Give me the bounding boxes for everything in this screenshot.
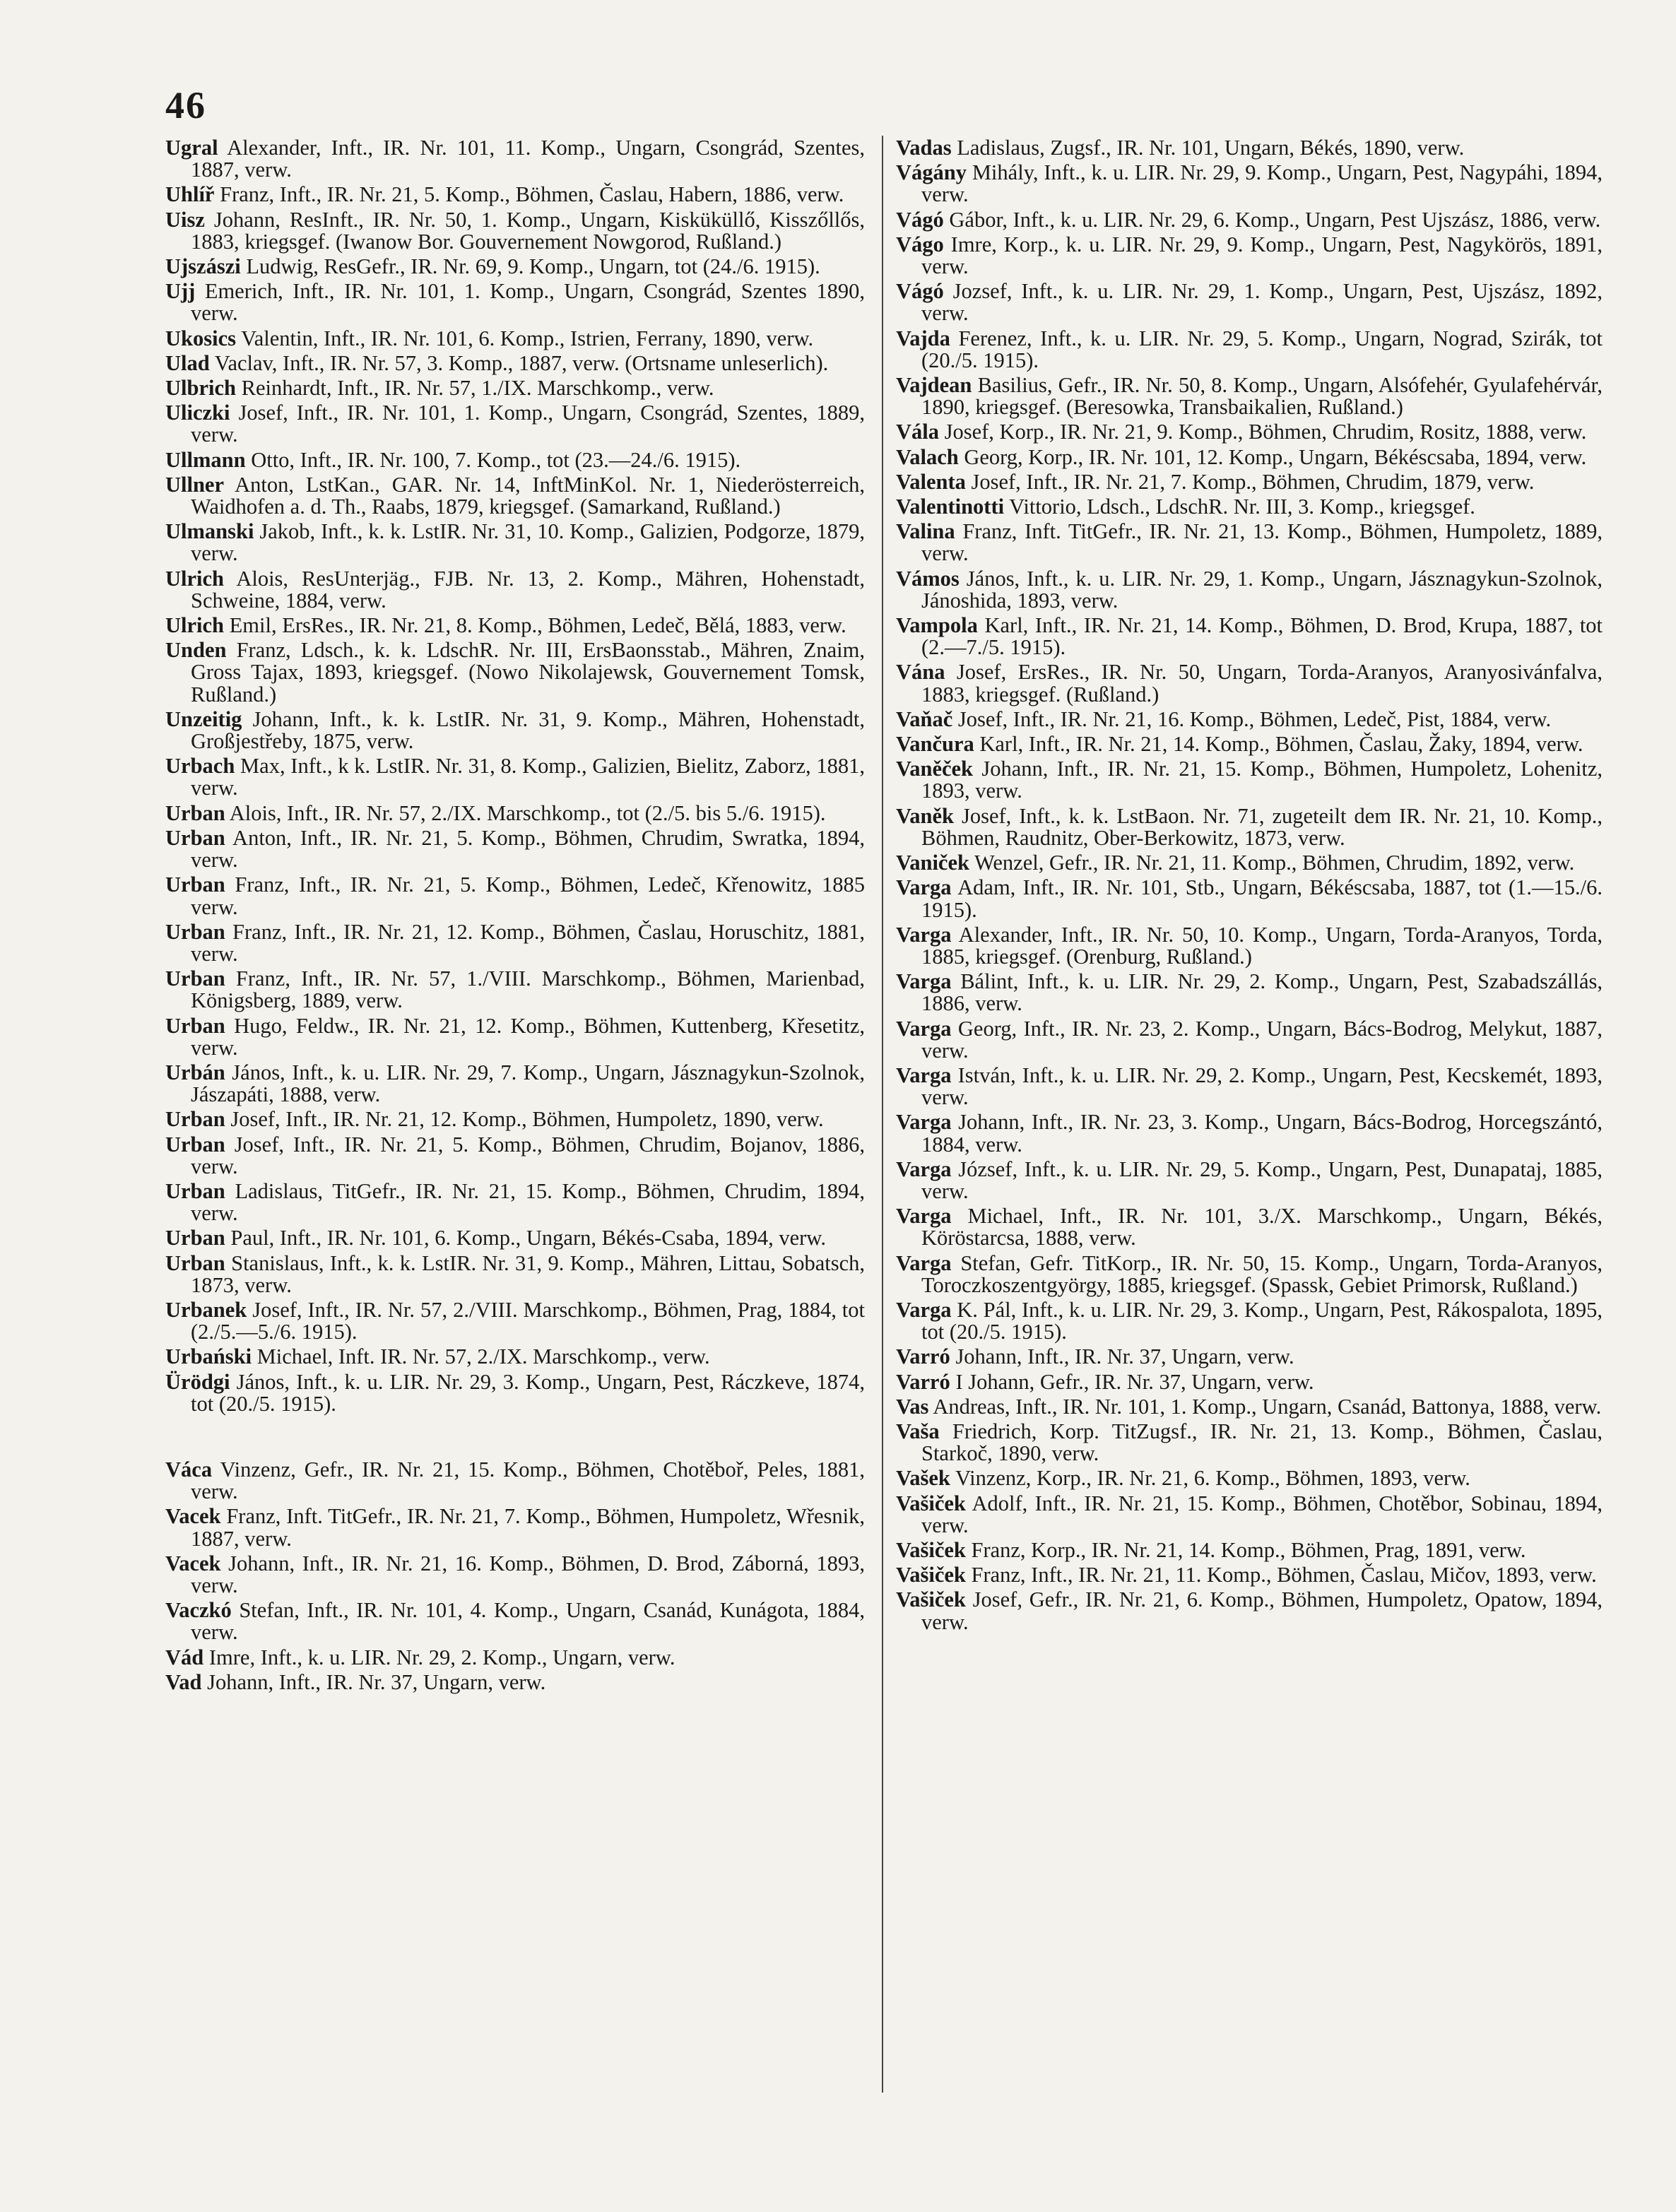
entry-details: Josef, Inft., IR. Nr. 21, 5. Komp., Böhmen, Chrudim, Bojanov, 1886, verw.	[191, 1132, 865, 1178]
casualty-entry	[896, 1250, 1603, 1297]
casualty-entry	[896, 280, 1603, 324]
casualty-entry	[165, 1062, 865, 1106]
entry-details: János, Inft., k. u. LIR. Nr. 29, 3. Komp., Ungarn, Pest, Ráczkeve, 1874, tot (20./5. 1915).	[191, 1369, 865, 1416]
casualty-entry	[165, 521, 865, 564]
entry-details: Reinhardt, Inft., IR. Nr. 57, 1./IX. Marschkomp., verw.	[241, 376, 714, 401]
entry-details: Josef, Gefr., IR. Nr. 21, 6. Komp., Böhmen, Humpoletz, Opatow, 1894, verw.	[921, 1587, 1603, 1634]
entry-surname: Ujj	[165, 279, 196, 304]
casualty-entry	[165, 1108, 865, 1130]
entry-details: Emerich, Inft., IR. Nr. 101, 1. Komp., Ungarn, Csongrád, Szentes 1890, verw.	[191, 279, 866, 326]
entry-details: Andreas, Inft., IR. Nr. 101, 1. Komp., Ungarn, Csanád, Battonya, 1888, verw.	[933, 1394, 1602, 1419]
entry-details: Adolf, Inft., IR. Nr. 21, 15. Komp., Böhmen, Chotěbor, Sobinau, 1894, verw.	[921, 1491, 1603, 1537]
entry-details: Gábor, Inft., k. u. LIR. Nr. 29, 6. Komp., Ungarn, Pest Ujszász, 1886, verw.	[949, 207, 1601, 232]
casualty-entry	[896, 1539, 1603, 1561]
section-gap	[165, 1418, 865, 1459]
casualty-entry	[896, 162, 1603, 206]
entry-details: Anton, LstKan., GAR. Nr. 14, InftMinKol. Nr. 1, Niederösterreich, Waidhofen a. d. Th., Raabs, 1879, kriegsgef. (Samarkand, Rußland.)	[191, 472, 865, 519]
casualty-entry	[165, 827, 865, 871]
entry-surname: Varga	[896, 969, 952, 994]
entry-details: Karl, Inft., IR. Nr. 21, 14. Komp., Böhmen, Časlau, Žaky, 1894, verw.	[979, 732, 1583, 757]
entry-details: János, Inft., k. u. LIR. Nr. 29, 7. Komp., Ungarn, Jásznagykun-Szolnok, Jászapáti, 1888, verw.	[191, 1060, 866, 1107]
entry-surname: Varga	[896, 1110, 952, 1135]
entry-details: Franz, Inft., IR. Nr. 21, 11. Komp., Böhmen, Časlau, Mičov, 1893, verw.	[971, 1563, 1597, 1587]
casualty-entry	[896, 374, 1603, 418]
casualty-entry	[896, 446, 1603, 468]
entry-surname: Urban	[165, 919, 225, 944]
entry-details: Friedrich, Korp. TitZugsf., IR. Nr. 21, 13. Komp., Böhmen, Časlau, Starkoč, 1890, verw.	[921, 1419, 1603, 1466]
entry-details: Alexander, Inft., IR. Nr. 50, 10. Komp., Ungarn, Torda-Aranyos, Torda, 1885, kriegsgef. (Orenburg, Rußland.)	[921, 922, 1603, 969]
entry-surname: Ulad	[165, 350, 210, 375]
casualty-entry	[165, 474, 865, 518]
entry-surname: Varga	[896, 875, 952, 900]
right-column	[896, 137, 1603, 1636]
casualty-entry	[165, 568, 865, 612]
entry-surname: Urbański	[165, 1344, 252, 1369]
casualty-entry	[896, 1205, 1603, 1249]
entry-details: K. Pál, Inft., k. u. LIR. Nr. 29, 3. Komp., Ungarn, Pest, Rákospalota, 1895, tot (20./5. 1915).	[921, 1297, 1603, 1344]
entry-surname: Vála	[896, 420, 939, 444]
entry-surname: Urban	[165, 1250, 225, 1275]
entry-details: Imre, Korp., k. u. LIR. Nr. 29, 9. Komp., Ungarn, Pest, Nagykörös, 1891, verw.	[921, 232, 1603, 279]
entry-details: Ladislaus, Zugsf., IR. Nr. 101, Ungarn, Békés, 1890, verw.	[957, 136, 1465, 160]
entry-surname: Uliczki	[165, 401, 230, 425]
entry-details: Alois, ResUnterjäg., FJB. Nr. 13, 2. Komp., Mähren, Hohenstadt, Schweine, 1884, verw.	[191, 566, 865, 613]
casualty-entry	[896, 924, 1603, 968]
entry-surname: Vád	[165, 1645, 204, 1669]
casualty-entry	[896, 421, 1603, 443]
casualty-entry	[165, 968, 865, 1012]
column-divider	[882, 136, 883, 2093]
casualty-entry	[165, 1553, 865, 1597]
entry-details: Bálint, Inft., k. u. LIR. Nr. 29, 2. Komp., Ungarn, Pest, Szabadszállás, 1886, verw.	[921, 969, 1603, 1016]
entry-details: Franz, Korp., IR. Nr. 21, 14. Komp., Böhmen, Prag, 1891, verw.	[971, 1537, 1526, 1562]
entry-details: Georg, Inft., IR. Nr. 23, 2. Komp., Ungarn, Bács-Bodrog, Melykut, 1887, verw.	[921, 1016, 1603, 1063]
entry-surname: Urbán	[165, 1060, 225, 1084]
entry-details: Franz, Inft., IR. Nr. 57, 1./VIII. Marschkomp., Böhmen, Marienbad, Königsberg, 1889, verw.	[191, 966, 865, 1013]
entry-surname: Vámos	[896, 566, 960, 591]
entry-surname: Vágány	[896, 160, 967, 185]
casualty-entry	[165, 137, 865, 181]
entry-surname: Varga	[896, 922, 952, 947]
casualty-entry	[165, 874, 865, 918]
entry-details: Johann, Inft., IR. Nr. 23, 3. Komp., Ungarn, Bács-Bodrog, Horcegszántó, 1884, verw.	[921, 1110, 1603, 1157]
entry-surname: Varga	[896, 1016, 952, 1041]
casualty-entry	[896, 328, 1603, 372]
entry-details: Michael, Inft., IR. Nr. 101, 3./X. Marschkomp., Ungarn, Békés, Köröstarcsa, 1888, verw.	[921, 1204, 1603, 1250]
casualty-entry	[165, 1015, 865, 1059]
entry-surname: Vágó	[896, 207, 944, 232]
entry-surname: Vacek	[165, 1551, 221, 1575]
entry-surname: Urbach	[165, 754, 235, 779]
page-number: 46	[165, 84, 206, 126]
entry-surname: Ulrich	[165, 566, 225, 591]
casualty-entry	[896, 805, 1603, 849]
entry-details: Basilius, Gefr., IR. Nr. 50, 8. Komp., Ungarn, Alsófehér, Gyulafehérvár, 1890, kriegsgef. (Beresowka, Transbaikalien, Rußland.)	[921, 373, 1603, 420]
entry-details: Mihály, Inft., k. u. LIR. Nr. 29, 9. Komp., Ungarn, Pest, Nagypáhi, 1894, verw.	[921, 160, 1603, 207]
entry-surname: Vána	[896, 660, 945, 685]
casualty-entry	[165, 921, 865, 965]
entry-surname: Varga	[896, 1250, 952, 1275]
casualty-entry	[896, 971, 1603, 1015]
casualty-entry	[165, 1599, 865, 1643]
entry-surname: Urban	[165, 1226, 225, 1250]
entry-surname: Valach	[896, 444, 959, 469]
entry-surname: Ürödgi	[165, 1369, 230, 1394]
entry-details: Karl, Inft., IR. Nr. 21, 14. Komp., Böhmen, D. Brod, Krupa, 1887, tot (2.—7./5. 1915).	[921, 613, 1603, 660]
casualty-entry	[165, 184, 865, 206]
entry-details: Johann, ResInft., IR. Nr. 50, 1. Komp., Ungarn, Kisküküllő, Kisszőllős, 1883, kriegsgef. (Iwanow Bor. Gouvernement Nowgorod, Rußland.)	[191, 207, 866, 254]
entry-surname: Varró	[896, 1369, 950, 1394]
entry-surname: Ulbrich	[165, 376, 236, 401]
casualty-entry	[896, 661, 1603, 705]
entry-details: Josef, Korp., IR. Nr. 21, 9. Komp., Böhmen, Chrudim, Rositz, 1888, verw.	[944, 420, 1587, 444]
casualty-entry	[896, 706, 1603, 731]
entry-details: Stefan, Gefr. TitKorp., IR. Nr. 50, 15. Komp., Ungarn, Torda-Aranyos, Toroczkoszentgyörgy, 1885, kriegsgef. (Spassk, Gebiet Primorsk, Rußland.)	[921, 1250, 1603, 1297]
entry-details: Michael, Inft. IR. Nr. 57, 2./IX. Marschkomp., verw.	[256, 1344, 710, 1369]
casualty-entry	[165, 449, 865, 471]
casualty-entry	[165, 1506, 865, 1549]
entry-details: Alois, Inft., IR. Nr. 57, 2./IX. Marschkomp., tot (2./5. bis 5./6. 1915).	[229, 800, 826, 825]
entry-surname: Varga	[896, 1063, 952, 1087]
entry-details: Johann, Inft., IR. Nr. 37, Ungarn, verw.	[207, 1669, 546, 1694]
casualty-entry	[165, 256, 865, 278]
entry-surname: Valentinotti	[896, 495, 1005, 519]
casualty-entry	[896, 234, 1603, 278]
casualty-entry	[896, 1467, 1603, 1489]
casualty-entry	[896, 1065, 1603, 1108]
casualty-entry	[165, 800, 865, 825]
entry-surname: Valenta	[896, 469, 966, 494]
entry-details: Max, Inft., k k. LstIR. Nr. 31, 8. Komp., Galizien, Bielitz, Zaborz, 1881, verw.	[191, 754, 866, 800]
casualty-entry	[896, 471, 1603, 493]
entry-surname: Ullner	[165, 472, 225, 497]
entry-details: Ludwig, ResGefr., IR. Nr. 69, 9. Komp., Ungarn, tot (24./6. 1915).	[246, 254, 820, 279]
entry-details: János, Inft., k. u. LIR. Nr. 29, 1. Komp., Ungarn, Jásznagykun-Szolnok, Jánoshida, 1893, verw.	[921, 566, 1603, 613]
entry-details: József, Inft., k. u. LIR. Nr. 29, 5. Komp., Ungarn, Pest, Dunapataj, 1885, verw.	[921, 1157, 1603, 1203]
entry-surname: Ulrich	[165, 613, 225, 638]
casualty-entry	[896, 496, 1603, 518]
entry-details: Ladislaus, TitGefr., IR. Nr. 21, 15. Komp., Böhmen, Chrudim, 1894, verw.	[191, 1178, 865, 1226]
casualty-entry	[165, 1371, 865, 1415]
entry-details: Josef, ErsRes., IR. Nr. 50, Ungarn, Torda-Aranyos, Aranyosivánfalva, 1883, kriegsgef. (Rußland.)	[921, 660, 1603, 706]
entry-surname: Vaněk	[896, 803, 954, 828]
entry-details: Anton, Inft., IR. Nr. 21, 5. Komp., Böhmen, Chrudim, Swratka, 1894, verw.	[191, 825, 865, 873]
casualty-entry	[165, 1250, 866, 1297]
casualty-entry	[896, 1159, 1603, 1202]
entry-surname: Urban	[165, 966, 225, 991]
entry-details: Franz, Inft., IR. Nr. 21, 5. Komp., Böhmen, Časlau, Habern, 1886, verw.	[220, 182, 844, 207]
entry-details: Josef, Inft., IR. Nr. 57, 2./VIII. Marschkomp., Böhmen, Prag, 1884, tot (2./5.—5./6. 1915).	[191, 1297, 866, 1344]
entry-details: Valentin, Inft., IR. Nr. 101, 6. Komp., Istrien, Ferrany, 1890, verw.	[241, 326, 814, 350]
entry-details: Jozsef, Inft., k. u. LIR. Nr. 29, 1. Komp., Ungarn, Pest, Ujszász, 1892, verw.	[921, 279, 1603, 326]
entry-surname: Vacek	[165, 1504, 221, 1529]
entry-surname: Unzeitig	[165, 706, 242, 731]
entry-surname: Urban	[165, 1107, 225, 1132]
casualty-entry	[165, 402, 865, 446]
entry-surname: Valina	[896, 519, 955, 544]
entry-details: Johann, Inft., IR. Nr. 37, Ungarn, verw.	[955, 1344, 1294, 1369]
entry-details: Franz, Inft., IR. Nr. 21, 5. Komp., Böhmen, Ledeč, Křenowitz, 1885 verw.	[191, 873, 865, 919]
entry-details: Vinzenz, Gefr., IR. Nr. 21, 15. Komp., Böhmen, Chotěboř, Peles, 1881, verw.	[191, 1457, 865, 1504]
entry-surname: Vaněček	[896, 757, 974, 781]
entry-surname: Varró	[896, 1344, 950, 1369]
entry-surname: Varga	[896, 1204, 952, 1229]
entry-surname: Urbanek	[165, 1297, 247, 1322]
entry-surname: Urban	[165, 1178, 225, 1203]
casualty-entry	[896, 1564, 1603, 1586]
left-column	[165, 137, 865, 1696]
entry-details: Adam, Inft., IR. Nr. 101, Stb., Ungarn, Békéscsaba, 1887, tot (1.—15./6. 1915).	[921, 875, 1603, 922]
casualty-entry	[896, 1493, 1603, 1537]
casualty-entry	[896, 521, 1603, 564]
entry-surname: Vašiček	[896, 1491, 966, 1515]
entry-surname: Ulmanski	[165, 519, 254, 544]
entry-surname: Uhlíř	[165, 182, 215, 207]
casualty-entry	[896, 568, 1603, 612]
entry-surname: Urban	[165, 873, 225, 897]
casualty-entry	[896, 1299, 1603, 1343]
entry-surname: Vágo	[896, 232, 944, 256]
casualty-entry	[896, 758, 1603, 802]
entry-surname: Vaša	[896, 1419, 940, 1443]
entry-details: Josef, Inft., IR. Nr. 21, 12. Komp., Böhmen, Humpoletz, 1890, verw.	[230, 1107, 824, 1132]
entry-surname: Urban	[165, 1132, 225, 1157]
entry-surname: Uisz	[165, 207, 205, 232]
entry-details: Franz, Inft., IR. Nr. 21, 12. Komp., Böhmen, Časlau, Horuschitz, 1881, verw.	[191, 919, 866, 966]
casualty-entry	[896, 733, 1603, 755]
entry-surname: Ukosics	[165, 326, 236, 350]
entry-details: Franz, Inft. TitGefr., IR. Nr. 21, 13. Komp., Böhmen, Humpoletz, 1889, verw.	[921, 519, 1603, 566]
entry-surname: Vajda	[896, 326, 950, 350]
casualty-entry	[896, 1396, 1603, 1418]
entry-details: Josef, Inft., IR. Nr. 101, 1. Komp., Ungarn, Csongrád, Szentes, 1889, verw.	[191, 401, 866, 447]
casualty-entry	[165, 755, 865, 799]
entry-details: Hugo, Feldw., IR. Nr. 21, 12. Komp., Böhmen, Kuttenberg, Křesetitz, verw.	[191, 1013, 866, 1060]
entry-details: Wenzel, Gefr., IR. Nr. 21, 11. Komp., Böhmen, Chrudim, 1892, verw.	[974, 851, 1575, 875]
casualty-entry	[896, 877, 1603, 921]
entry-details: Emil, ErsRes., IR. Nr. 21, 8. Komp., Böhmen, Ledeč, Bělá, 1883, verw.	[229, 613, 846, 638]
entry-surname: Vašiček	[896, 1537, 966, 1562]
entry-surname: Vágó	[896, 279, 944, 304]
entry-details: Franz, Ldsch., k. k. LdschR. Nr. III, ErsBaonsstab., Mähren, Znaim, Gross Tajax, 1893, kriegsgef. (Nowo Nikolajewsk, Gouvernement Tomsk, Rußland.)	[191, 638, 865, 706]
casualty-entry	[896, 1589, 1603, 1633]
entry-surname: Vampola	[896, 613, 978, 638]
casualty-entry	[165, 1346, 865, 1368]
entry-surname: Ullmann	[165, 447, 246, 472]
entry-details: István, Inft., k. u. LIR. Nr. 29, 2. Komp., Ungarn, Pest, Kecskemét, 1893, verw.	[921, 1063, 1603, 1110]
entry-details: Vaclav, Inft., IR. Nr. 57, 3. Komp., 1887, verw. (Ortsname unleserlich).	[214, 350, 829, 375]
entry-details: Vinzenz, Korp., IR. Nr. 21, 6. Komp., Böhmen, 1893, verw.	[955, 1466, 1470, 1491]
entry-surname: Vašiček	[896, 1587, 966, 1612]
casualty-entry	[165, 1459, 865, 1503]
entry-surname: Vadas	[896, 136, 952, 160]
entry-details: Johann, Inft., k. k. LstIR. Nr. 31, 9. Komp., Mähren, Hohenstadt, Großjestřeby, 1875, verw.	[191, 706, 866, 754]
entry-details: Josef, Inft., k. k. LstBaon. Nr. 71, zugeteilt dem IR. Nr. 21, 10. Komp., Böhmen, Raudnitz, Ober-Berkowitz, 1873, verw.	[921, 803, 1603, 850]
entry-surname: Ujszászi	[165, 254, 241, 279]
entry-details: Johann, Inft., IR. Nr. 21, 15. Komp., Böhmen, Humpoletz, Lohenitz, 1893, verw.	[921, 757, 1603, 803]
casualty-entry	[165, 1669, 865, 1694]
casualty-entry	[896, 1111, 1603, 1155]
entry-details: Paul, Inft., IR. Nr. 101, 6. Komp., Ungarn, Békés-Csaba, 1894, verw.	[230, 1226, 826, 1250]
casualty-entry	[896, 1371, 1603, 1393]
casualty-entry	[896, 1018, 1603, 1062]
entry-details: Jakob, Inft., k. k. LstIR. Nr. 31, 10. Komp., Galizien, Podgorze, 1879, verw.	[191, 519, 866, 566]
entry-details: I Johann, Gefr., IR. Nr. 37, Ungarn, verw.	[955, 1369, 1314, 1394]
entry-surname: Vaniček	[896, 851, 969, 875]
casualty-entry	[165, 615, 865, 637]
casualty-entry	[896, 1346, 1603, 1368]
entry-details: Franz, Inft. TitGefr., IR. Nr. 21, 7. Komp., Böhmen, Humpoletz, Wřesnik, 1887, verw.	[191, 1504, 866, 1551]
casualty-entry	[165, 1178, 865, 1226]
casualty-entry	[896, 209, 1603, 231]
entry-details: Imre, Inft., k. u. LIR. Nr. 29, 2. Komp., Ungarn, verw.	[208, 1645, 675, 1669]
entry-surname: Varga	[896, 1157, 952, 1181]
casualty-entry	[165, 1299, 865, 1343]
entry-details: Stefan, Inft., IR. Nr. 101, 4. Komp., Ungarn, Csanád, Kunágota, 1884, verw.	[191, 1598, 866, 1645]
casualty-entry	[896, 852, 1603, 874]
entry-details: Georg, Korp., IR. Nr. 101, 12. Komp., Ungarn, Békéscsaba, 1894, verw.	[964, 444, 1587, 469]
entry-surname: Urban	[165, 1013, 225, 1038]
entry-details: Otto, Inft., IR. Nr. 100, 7. Komp., tot (23.—24./6. 1915).	[251, 447, 741, 472]
entry-surname: Vajdean	[896, 373, 972, 398]
entry-surname: Váca	[165, 1457, 213, 1481]
entry-details: Josef, Inft., IR. Nr. 21, 16. Komp., Böhmen, Ledeč, Pist, 1884, verw.	[957, 706, 1552, 731]
entry-details: Josef, Inft., IR. Nr. 21, 7. Komp., Böhmen, Chrudim, 1879, verw.	[971, 469, 1535, 494]
entry-surname: Urban	[165, 800, 225, 825]
entry-surname: Unden	[165, 638, 227, 663]
entry-surname: Varga	[896, 1297, 952, 1322]
casualty-entry	[165, 639, 865, 706]
casualty-entry	[165, 350, 865, 375]
entry-surname: Vančura	[896, 732, 974, 757]
casualty-entry	[165, 1134, 865, 1178]
casualty-entry	[165, 280, 865, 324]
entry-surname: Vaczkó	[165, 1598, 232, 1623]
entry-surname: Vad	[165, 1669, 202, 1694]
entry-details: Johann, Inft., IR. Nr. 21, 16. Komp., Böhmen, D. Brod, Záborná, 1893, verw.	[191, 1551, 866, 1597]
entry-surname: Vaňač	[896, 706, 953, 731]
casualty-entry	[165, 209, 865, 253]
casualty-entry	[165, 377, 865, 399]
casualty-entry	[165, 328, 865, 350]
casualty-entry	[896, 137, 1603, 159]
casualty-entry	[896, 1421, 1603, 1465]
casualty-entry	[896, 615, 1603, 658]
entry-details: Ferenez, Inft., k. u. LIR. Nr. 29, 5. Komp., Ungarn, Nograd, Szirák, tot (20./5. 1915).	[921, 326, 1603, 372]
casualty-entry	[165, 1227, 865, 1249]
casualty-entry	[165, 706, 866, 754]
entry-surname: Vas	[896, 1394, 929, 1419]
entry-surname: Urban	[165, 825, 225, 850]
entry-surname: Vašiček	[896, 1563, 966, 1587]
entry-details: Alexander, Inft., IR. Nr. 101, 11. Komp., Ungarn, Csongrád, Szentes, 1887, verw.	[191, 136, 865, 182]
entry-details: Vittorio, Ldsch., LdschR. Nr. III, 3. Komp., kriegsgef.	[1009, 495, 1475, 519]
entry-details: Stanislaus, Inft., k. k. LstIR. Nr. 31, 9. Komp., Mähren, Littau, Sobatsch, 1873, verw.	[191, 1250, 866, 1297]
entry-surname: Vašek	[896, 1466, 950, 1491]
entry-surname: Ugral	[165, 136, 218, 160]
casualty-entry	[165, 1647, 865, 1669]
